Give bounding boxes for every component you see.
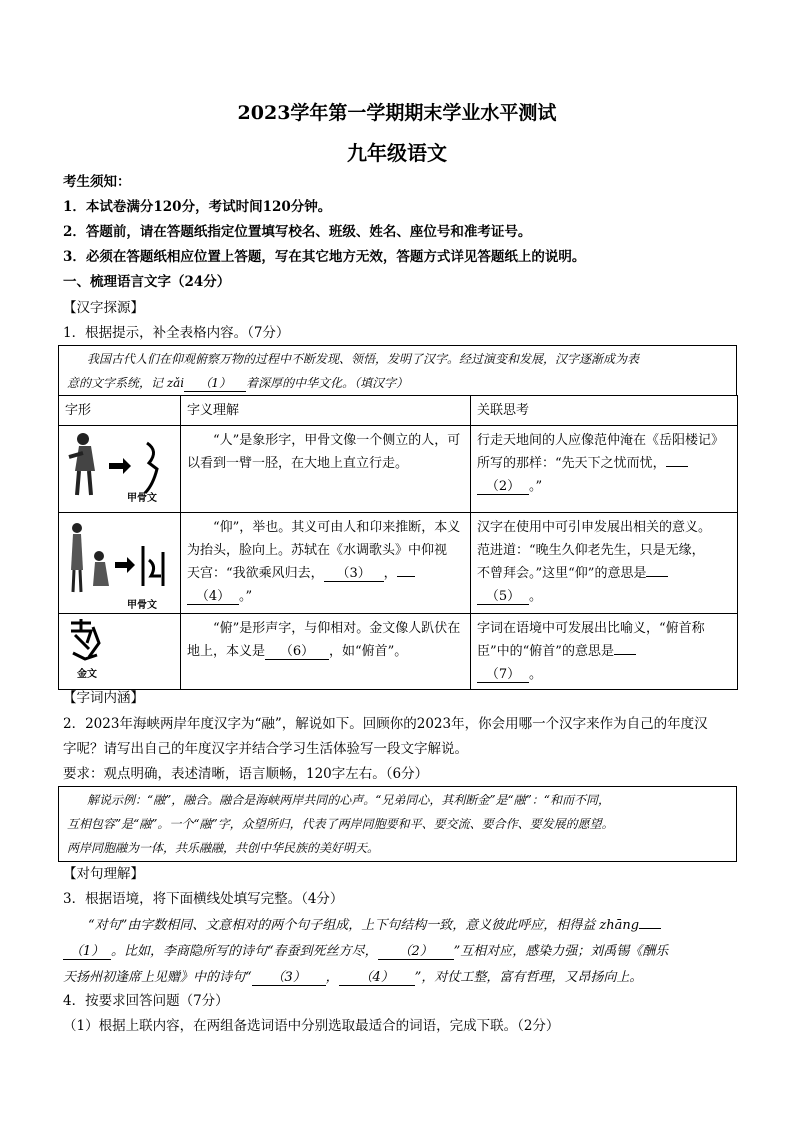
- q3-text-line: [63, 964, 642, 991]
- part-tag: 【对句理解】: [63, 866, 144, 882]
- think-text: [477, 475, 731, 498]
- think-text: [477, 640, 731, 663]
- answer-blank-2-start[interactable]: [666, 466, 688, 467]
- meaning-text: [187, 585, 464, 608]
- think-cell: [471, 426, 738, 513]
- answer-blank-5-start[interactable]: [646, 576, 668, 577]
- intro-box: [58, 345, 737, 396]
- notice-heading: 考生须知：: [63, 174, 131, 190]
- intro-line: [67, 370, 730, 396]
- q3-text-line: [88, 912, 661, 939]
- bronze-glyph-icon: [65, 617, 125, 663]
- intro-text: 着深厚的中华文化。（填汉字）: [246, 376, 409, 390]
- section-heading: 一、梳理语言文字（24分）: [63, 274, 231, 290]
- example-line: 互相包容”是“融”。一个“融”字，众望所归，代表了两岸同胞要和平、要交流、要合作、要发展的愿望。: [67, 817, 614, 831]
- think-fragment: 不曾拜会。”这里“仰”的意思是: [477, 566, 647, 581]
- answer-blank-3[interactable]: （3）: [324, 566, 384, 582]
- exam-subtitle: 九年级语文: [347, 141, 447, 165]
- meaning-text: 以看到一臂一胫，在大地上直立行走。: [187, 456, 409, 471]
- example-line: 两岸同胞融为一体，共乐融融，共创中华民族的美好明天。: [67, 841, 380, 855]
- think-fragment: 。: [529, 667, 543, 682]
- question-4: 4．按要求回答问题（7分）: [63, 993, 229, 1009]
- q3-blank-1[interactable]: （1）: [63, 944, 111, 960]
- notice-item: 2．答题前，请在答题纸指定位置填写校名、班级、姓名、座位号和准考证号。: [63, 224, 532, 240]
- answer-blank-4-start[interactable]: [397, 576, 415, 577]
- table-row: [59, 426, 738, 513]
- meaning-cell: [181, 614, 471, 690]
- script-caption: 甲骨文: [127, 600, 157, 611]
- meaning-text: “俯”是形声字，与仰相对。金文像人趴伏在: [213, 621, 461, 636]
- part-tag: 【字词内涵】: [63, 690, 144, 706]
- glyph-cell: [59, 513, 181, 614]
- q3-fragment: ”互相对应，感染力强；刘禹锡《酬乐: [453, 944, 669, 959]
- think-text: [477, 452, 731, 475]
- example-box: [58, 786, 737, 862]
- meaning-text: [187, 562, 464, 585]
- example-line: 解说示例：“融”，融合。融合是海峡两岸共同的心声。“兄弟同心，其利断金”是“融”：“和而不同，: [87, 793, 610, 807]
- think-text: [477, 562, 731, 585]
- meaning-cell: [181, 426, 471, 513]
- glyph-cell: [59, 426, 181, 513]
- script-caption: 金文: [77, 669, 97, 680]
- question-2: 2．2023年海峡两岸年度汉字为“融”，解说如下。回顾你的2023年，你会用哪一个汉字来作为自己的年度汉: [63, 716, 708, 732]
- meaning-text: “人”是象形字，甲骨文像一个侧立的人，可: [213, 433, 461, 448]
- table-row: [59, 513, 738, 614]
- q3-fragment: ”，对仗工整，富有哲理，又昂扬向上。: [414, 970, 643, 985]
- think-text: [477, 585, 731, 608]
- think-fragment: 臣”中的“俯首”的意思是: [477, 644, 614, 659]
- think-fragment: 所写的那样：“先天下之忧而忧，: [477, 456, 666, 471]
- think-text: [477, 663, 731, 686]
- table-header: 关联思考: [471, 396, 738, 426]
- answer-blank-6[interactable]: （6）: [265, 644, 329, 660]
- q3-blank-3[interactable]: （3）: [252, 970, 326, 986]
- think-cell: [471, 513, 738, 614]
- answer-blank-5[interactable]: （5）: [477, 589, 529, 605]
- q3-text-line: [63, 938, 668, 965]
- q3-fragment: “对句”由字数相同、文意相对的两个句子组成，上下句结构一致，意义彼此呼应，相得益 zhāng: [88, 918, 640, 933]
- part-tag: 【汉字探源】: [63, 300, 144, 316]
- glyph-fu: [65, 617, 174, 681]
- think-fragment: 。”: [529, 479, 543, 494]
- table-header: 字义理解: [181, 396, 471, 426]
- think-cell: [471, 614, 738, 690]
- person-illustration-icon: [65, 429, 175, 507]
- table-header: 字形: [59, 396, 181, 426]
- meaning-text: [187, 640, 464, 663]
- meaning-fragment: 天宫：“我欲乘风归去，: [187, 566, 324, 581]
- table-header-row: [59, 396, 738, 426]
- think-text: 行走天地间的人应像范仲淹在《岳阳楼记》: [477, 433, 725, 448]
- question-3: 3．根据语境，将下面横线处填写完整。（4分）: [63, 891, 344, 907]
- glyph-yang: [65, 516, 174, 610]
- meaning-fragment: ，: [383, 566, 397, 581]
- notice-item: 3．必须在答题纸相应位置上答题，写在其它地方无效，答题方式详见答题纸上的说明。: [63, 249, 586, 265]
- q3-fragment: 天扬州初逢席上见赠》中的诗句“: [63, 970, 252, 985]
- q3-blank-2[interactable]: （2）: [378, 944, 454, 960]
- answer-blank-2[interactable]: （2）: [477, 479, 529, 495]
- meaning-fragment: ，如“俯首”。: [329, 644, 408, 659]
- intro-text: 意的文字系统，记 zǎi: [67, 376, 185, 390]
- question-1: 1．根据提示，补全表格内容。（7分）: [63, 325, 290, 341]
- question-2-requirements: 要求：观点明确，表述清晰，语言顺畅，120字左右。（6分）: [63, 766, 429, 782]
- exam-title: 2023学年第一学期期末学业水平测试: [237, 102, 557, 124]
- script-caption: 甲骨文: [127, 493, 157, 504]
- q3-fragment: ，: [325, 970, 339, 985]
- think-text: 字词在语境中可发展出比喻义，“俯首称: [477, 621, 705, 636]
- think-text: 范进道：“晚生久仰老先生，只是无缘，: [477, 543, 705, 558]
- glyph-ren: [65, 429, 174, 504]
- answer-blank-4[interactable]: （4）: [187, 589, 239, 605]
- meaning-text: “仰”，举也。其义可由人和卬来推断，本义: [213, 520, 461, 535]
- meaning-fragment: 。”: [239, 589, 253, 604]
- notice-item: 1．本试卷满分120分，考试时间120分钟。: [63, 199, 332, 215]
- meaning-cell: [181, 513, 471, 614]
- answer-blank-7-start[interactable]: [614, 654, 636, 655]
- q3-fragment: 。比如，李商隐所写的诗句“春蚕到死丝方尽，: [111, 944, 378, 959]
- meaning-text: 为抬头，脸向上。苏轼在《水调歌头》中仰视: [187, 543, 448, 558]
- table-row: [59, 614, 738, 690]
- intro-line: 我国古代人们在仰观俯察万物的过程中不断发现、领悟，发明了汉字。经过演变和发展，汉字逐渐成为表: [87, 352, 640, 366]
- answer-blank-7[interactable]: （7）: [477, 667, 529, 683]
- think-text: 汉字在使用中可引申发展出相关的意义。: [477, 520, 712, 535]
- question-2-cont: 字呢？请写出自己的年度汉字并结合学习生活体验写一段文字解说。: [63, 741, 468, 757]
- two-persons-illustration-icon: [65, 516, 175, 600]
- meaning-fragment: 地上，本义是: [187, 644, 266, 659]
- q3-blank-4[interactable]: （4）: [339, 970, 415, 986]
- character-table: [58, 395, 738, 690]
- think-fragment: 。: [529, 589, 543, 604]
- question-4-1: （1）根据上联内容，在两组备选词语中分别选取最适合的词语，完成下联。（2分）: [63, 1018, 560, 1034]
- q3-blank-1-start[interactable]: [639, 928, 661, 929]
- glyph-cell: [59, 614, 181, 690]
- answer-blank-1[interactable]: （1）: [184, 376, 246, 392]
